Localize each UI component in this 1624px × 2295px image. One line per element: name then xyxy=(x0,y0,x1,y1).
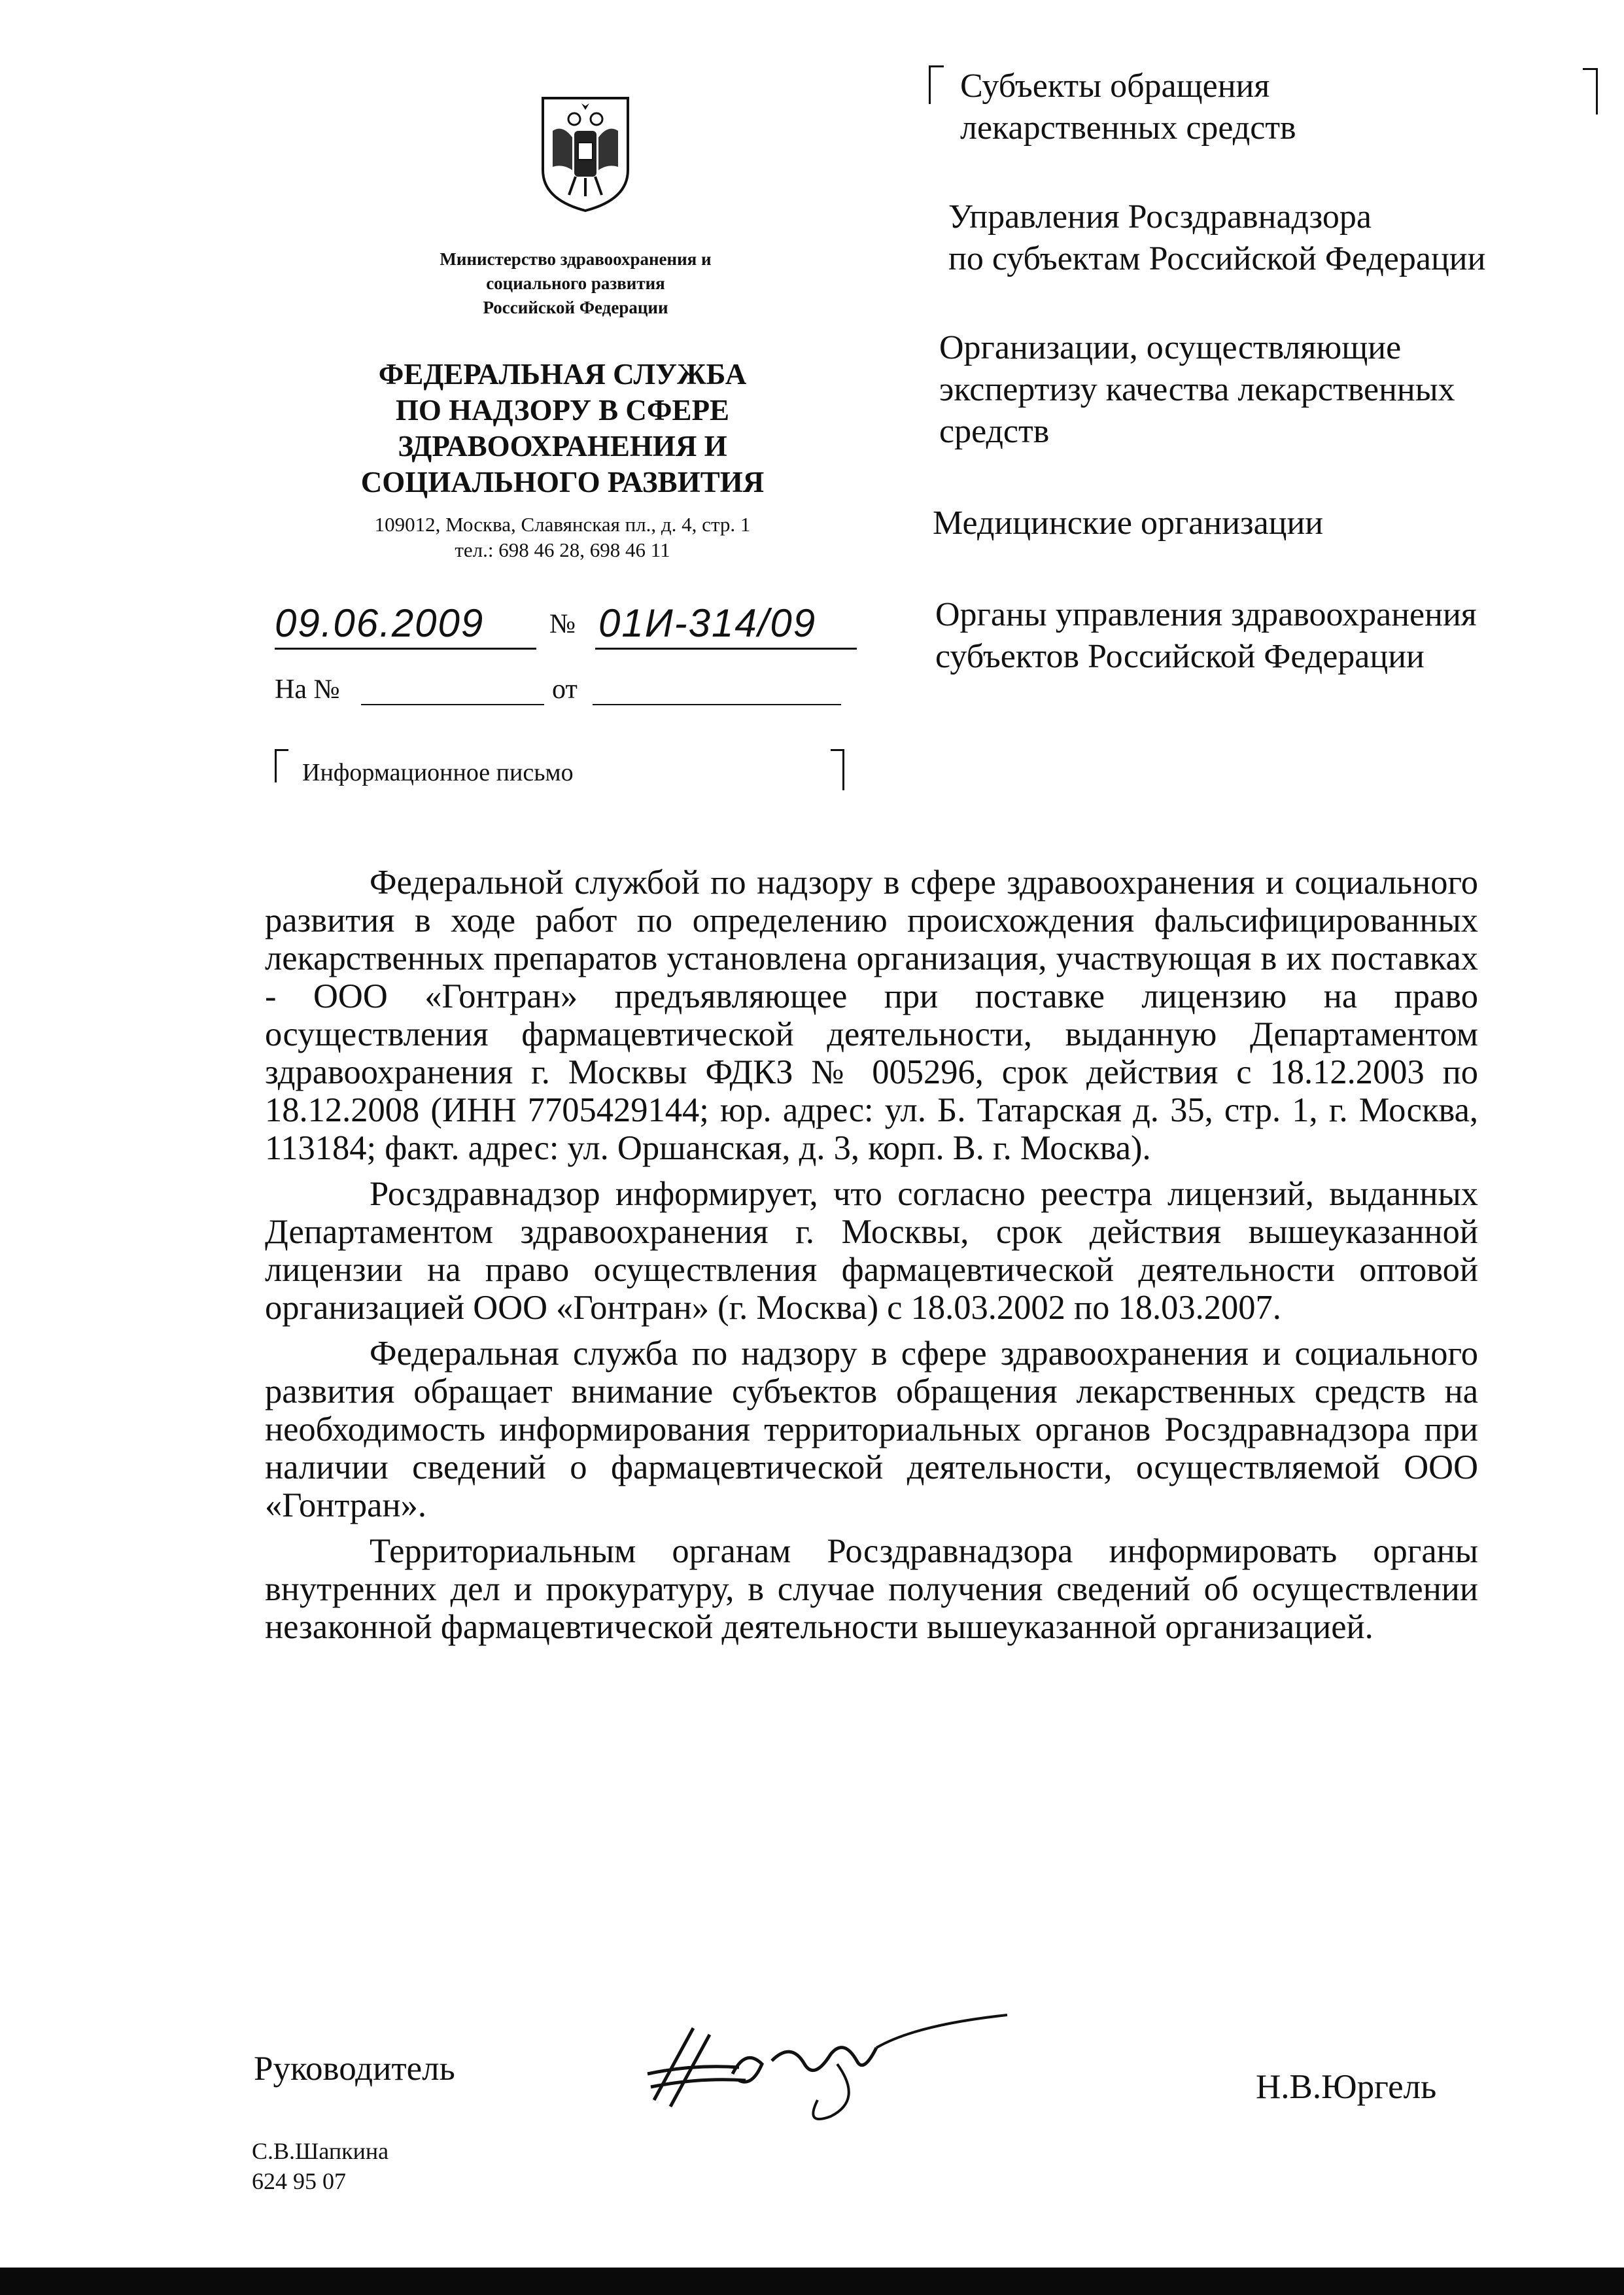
service-name-line: ФЕДЕРАЛЬНАЯ СЛУЖБА xyxy=(378,358,747,391)
ministry-name xyxy=(366,247,785,320)
number-sign: № xyxy=(549,609,576,639)
recipient-item: Органы управления здравоохранения субъектов Российской Федерации xyxy=(935,596,1477,675)
signer-name: Н.В.Юргель xyxy=(1256,2068,1437,2106)
address-block xyxy=(307,512,818,563)
executor-phone: 624 95 07 xyxy=(252,2168,346,2194)
recipient-item: Управления Росздравнадзора по субъектам Российской Федерации xyxy=(948,198,1486,277)
registration-row xyxy=(275,597,863,656)
executor-block xyxy=(252,2136,389,2196)
body-paragraph: Территориальным органам Росздравнадзора информировать органы внутренних дел и прокуратуру, в случае получения сведений об осуществлении незаконной фармацевтической деятельности вышеуказанной организацией. xyxy=(265,1532,1478,1646)
service-name-line: ЗДРАВООХРАНЕНИЯ И xyxy=(398,430,727,463)
coat-of-arms-icon xyxy=(536,92,634,216)
date-underline xyxy=(275,648,536,650)
service-name xyxy=(307,357,818,500)
phone: тел.: 698 46 28, 698 46 11 xyxy=(455,538,670,561)
corner-mark xyxy=(929,65,944,104)
body-paragraph: Федеральная служба по надзору в сфере здравоохранения и социального развития обращает внимание субъектов обращения лекарственных средств на необходимость информирования территориальных органов Росздравнадзора при наличии сведений о фармацевтической деятельности, осуществляемой ООО «Гонтран». xyxy=(265,1335,1478,1524)
recipient-item: Организации, осуществляющие экспертизу качества лекарственных средств xyxy=(939,329,1455,450)
recipient-item: Медицинские организации xyxy=(933,504,1324,542)
address: 109012, Москва, Славянская пл., д. 4, стр. 1 xyxy=(374,513,751,536)
subject-text: Информационное письмо xyxy=(302,759,574,786)
ministry-name-text: Министерство здравоохранения и социального развития Российской Федерации xyxy=(440,249,712,317)
signer-title: Руководитель xyxy=(254,2050,455,2088)
body-paragraph: Федеральной службой по надзору в сфере здравоохранения и социального развития в ходе работ по определению происхождения фальсифицированных лекарственных препаратов установлена организация, участвующая в их поставках - ООО «Гонтран» предъявляющее при поставке лицензию на право осуществления фармацевтической деятельности, выданную Департаментом здравоохранения г. Москвы ФДКЗ № 005296, срок действия с 18.12.2003 по 18.12.2008 (ИНН 7705429144; юр. адрес: ул. Б. Татарская д. 35, стр. 1, г. Москва, 113184; факт. адрес: ул. Оршанская, д. 3, корп. В. г. Москва). xyxy=(265,864,1478,1167)
service-name-line: ПО НАДЗОРУ В СФЕРЕ xyxy=(395,394,730,427)
scan-edge-band xyxy=(0,2268,1624,2295)
number-underline xyxy=(595,648,857,650)
reference-label: На № xyxy=(275,674,340,705)
service-name-line: СОЦИАЛЬНОГО РАЗВИТИЯ xyxy=(360,466,765,499)
reference-row xyxy=(275,674,863,713)
subject-block xyxy=(275,749,863,795)
corner-mark xyxy=(831,749,844,790)
letter-body xyxy=(265,864,1478,1654)
reference-date-line xyxy=(593,704,841,705)
recipient-item: Субъекты обращения лекарственных средств xyxy=(960,67,1296,147)
handwritten-number: 01И-314/09 xyxy=(598,601,817,645)
executor-name: С.В.Шапкина xyxy=(252,2138,389,2164)
corner-mark xyxy=(275,749,288,782)
reference-from-label: от xyxy=(552,674,578,705)
body-paragraph: Росздравнадзор информирует, что согласно реестра лицензий, выданных Департаментом здравоохранения г. Москвы, срок действия вышеуказанной лицензии на право осуществления фармацевтической деятельности оптовой организацией ООО «Гонтран» (г. Москва) с 18.03.2002 по 18.03.2007. xyxy=(265,1175,1478,1327)
handwritten-date: 09.06.2009 xyxy=(275,601,485,645)
handwritten-signature-icon xyxy=(641,2002,1020,2126)
reference-number-line xyxy=(361,704,544,705)
corner-mark xyxy=(1583,68,1598,114)
